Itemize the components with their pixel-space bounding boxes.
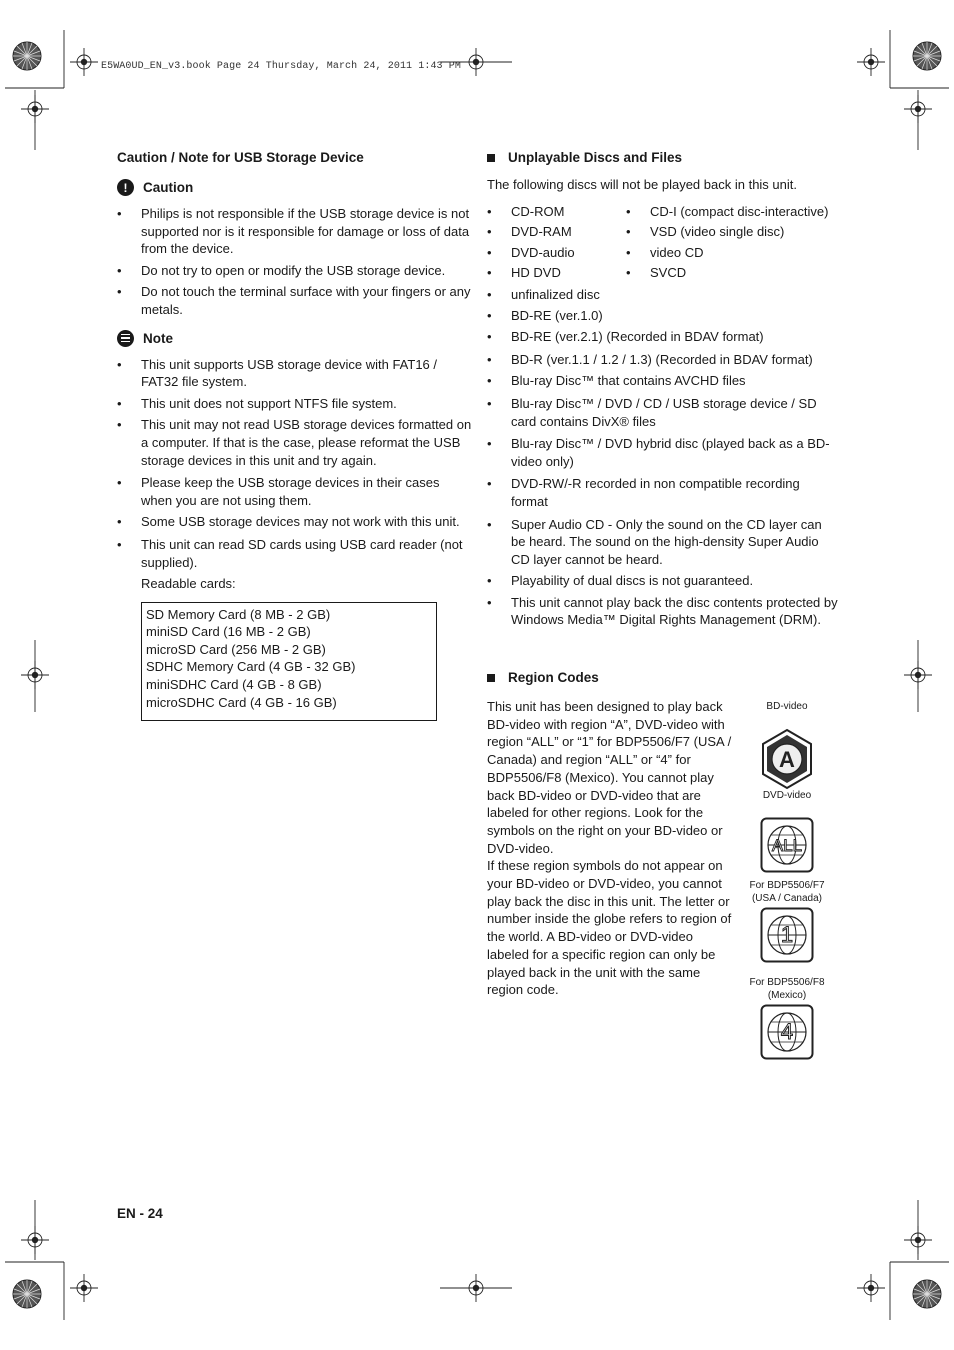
dvd-video-label: DVD-video (762, 790, 812, 801)
f8-label (737, 976, 837, 1002)
readable-cards-box (141, 602, 437, 722)
list-item: • Super Audio CD - Only the sound on the CD layer can be heard. The sound on the high-density Super Audio CD layer cannot be heard. (487, 516, 839, 569)
list-item: • CD-ROM (487, 203, 626, 221)
list-item: • Some USB storage devices may not work with this unit. (117, 513, 472, 531)
dvd-region-1-icon (760, 907, 814, 963)
unplayable-list (487, 286, 839, 629)
list-item: • video CD (626, 244, 836, 262)
card-item: microSD Card (256 MB - 2 GB) (146, 641, 326, 657)
card-item: microSDHC Card (4 GB - 16 GB) (146, 694, 337, 710)
note-icon (117, 330, 134, 347)
list-item: • This unit cannot play back the disc contents protected by Windows Media™ Digital Rights Management (DRM). (487, 594, 839, 629)
list-item: • BD-RE (ver.2.1) (Recorded in BDAV format) (487, 328, 839, 346)
list-item: • BD-RE (ver.1.0) (487, 307, 839, 325)
square-bullet-icon (487, 154, 495, 162)
region-paragraph-1: This unit has been designed to play back BD-video with region “A”, DVD-video with region “ALL” or “1” for BDP5506/F7 (USA / Canada) and region “ALL” or “4” for BDP5506/F8 (Mexico). You cannot play back BD-video or DVD-video that are labeled for other regions. Look for the symbols on the right on your BD-video or DVD-video. (487, 699, 732, 856)
card-item: miniSDHC Card (4 GB - 8 GB) (146, 677, 322, 693)
usb-section-title: Caution / Note for USB Storage Device (117, 150, 364, 165)
unplayable-heading (487, 150, 839, 165)
region-title: Region Codes (508, 670, 599, 685)
list-item: • DVD-audio (487, 244, 626, 262)
left-column (117, 150, 472, 721)
readable-cards-label: Readable cards: (141, 576, 236, 592)
card-item: SD Memory Card (8 MB - 2 GB) (146, 606, 331, 622)
note-heading (117, 330, 472, 347)
right-column (487, 150, 839, 629)
disc-list-col1 (487, 203, 626, 285)
list-item: • CD-I (compact disc-interactive) (626, 203, 836, 221)
caution-list (117, 205, 472, 319)
disc-list-col2 (626, 203, 836, 285)
bd-video-label: BD-video (766, 701, 808, 712)
unplayable-title: Unplayable Discs and Files (508, 150, 683, 165)
dvd-region-all-text: ALL (771, 836, 803, 855)
bd-region-a-icon (760, 728, 814, 790)
note-list (117, 356, 472, 572)
region-description (487, 698, 737, 999)
list-item: • VSD (video single disc) (626, 223, 836, 241)
card-item: miniSD Card (16 MB - 2 GB) (146, 624, 311, 640)
list-item: • HD DVD (487, 264, 626, 282)
dvd-region-all-icon (760, 817, 814, 873)
list-item: • Blu-ray Disc™ that contains AVCHD files (487, 372, 839, 390)
caution-label: Caution (143, 180, 194, 195)
list-item: • Do not touch the terminal surface with your fingers or any metals. (117, 283, 472, 318)
dvd-region-4-icon (760, 1004, 814, 1060)
exclamation-icon: ! (117, 179, 134, 196)
f7-label-line1: For BDP5506/F7 (749, 880, 825, 891)
region-paragraph-2: If these region symbols do not appear on your BD-video or DVD-video, you cannot play back the disc in this unit. The letter or number inside the globe refers to region of the world. A BD-video or DVD-video labeled for a specific region can only be played back in the unit with the same region code. (487, 858, 732, 998)
card-item: SDHC Memory Card (4 GB - 32 GB) (146, 659, 356, 675)
disc-grid (487, 203, 839, 285)
list-item: • Blu-ray Disc™ / DVD / CD / USB storage device / SD card contains DivX® files (487, 395, 839, 430)
list-item: • This unit can read SD cards using USB card reader (not supplied). (117, 536, 472, 571)
square-bullet-icon (487, 674, 495, 682)
list-item: • Playability of dual discs is not guaranteed. (487, 572, 839, 590)
f8-label-line2: (Mexico) (767, 990, 807, 1001)
dvd-region-1-text: 1 (780, 922, 794, 947)
list-item: • DVD-RW/-R recorded in non compatible recording format (487, 475, 839, 510)
file-header: E5WA0UD_EN_v3.book Page 24 Thursday, March 24, 2011 1:43 PM (101, 61, 461, 72)
list-item: • Blu-ray Disc™ / DVD hybrid disc (played back as a BD-video only) (487, 435, 839, 470)
list-item: • This unit supports USB storage device with FAT16 / FAT32 file system. (117, 356, 472, 391)
list-item: • BD-R (ver.1.1 / 1.2 / 1.3) (Recorded in BDAV format) (487, 351, 839, 369)
page-number: EN - 24 (117, 1206, 163, 1221)
list-item: • Philips is not responsible if the USB storage device is not supported nor is it responsible for damage or loss of data from the device. (117, 205, 472, 258)
list-item: • SVCD (626, 264, 836, 282)
list-item: • unfinalized disc (487, 286, 839, 304)
list-item: • Do not try to open or modify the USB storage device. (117, 262, 472, 280)
unplayable-intro: The following discs will not be played back in this unit. (487, 177, 797, 192)
caution-heading (117, 179, 472, 196)
note-label: Note (143, 330, 173, 346)
f7-label-line2: (USA / Canada) (751, 893, 823, 904)
bd-region-letter: A (779, 747, 795, 772)
f7-label (737, 879, 837, 905)
dvd-region-4-text: 4 (780, 1019, 794, 1044)
list-item: • This unit may not read USB storage devices formatted on a computer. If that is the case, please reformat the USB storage devices in this unit and try again. (117, 416, 472, 469)
list-item: • DVD-RAM (487, 223, 626, 241)
region-heading (487, 670, 599, 685)
list-item: • Please keep the USB storage devices in their cases when you are not using them. (117, 474, 472, 509)
f8-label-line1: For BDP5506/F8 (749, 977, 825, 988)
list-item: • This unit does not support NTFS file system. (117, 395, 472, 413)
